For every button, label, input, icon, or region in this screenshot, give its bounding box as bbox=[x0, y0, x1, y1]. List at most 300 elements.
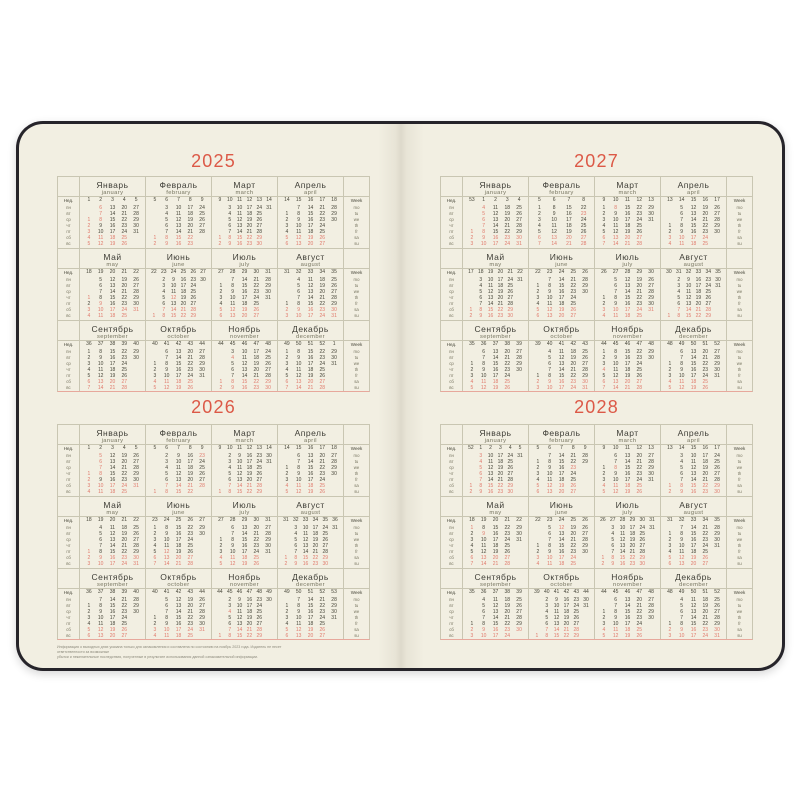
day-label-en: su bbox=[354, 560, 359, 566]
day-cell: 21 bbox=[187, 608, 194, 615]
day-cell: 24 bbox=[702, 372, 709, 379]
day-cell: 11 bbox=[487, 458, 494, 465]
day-cell: 8 bbox=[680, 482, 684, 489]
month-grid bbox=[146, 517, 211, 567]
day-cell: 10 bbox=[480, 632, 487, 639]
day-cell: 15 bbox=[175, 488, 182, 495]
day-cell: 10 bbox=[612, 476, 619, 483]
day-cell: 14 bbox=[624, 602, 631, 609]
day-cell: 27 bbox=[582, 530, 588, 537]
day-cell bbox=[130, 489, 142, 495]
month-grid bbox=[595, 517, 660, 567]
day-cell: 13 bbox=[690, 470, 697, 477]
day-cell: 3 bbox=[668, 234, 672, 241]
day-cell: 29 bbox=[507, 306, 513, 313]
weekday-labels-ru-column bbox=[58, 569, 79, 639]
day-cell: 27 bbox=[648, 452, 654, 459]
day-cell: 3 bbox=[87, 306, 91, 313]
day-cell bbox=[515, 489, 525, 495]
day-cell: 9 bbox=[680, 228, 684, 235]
day-cell: 5 bbox=[680, 464, 684, 471]
day-label-en: sa bbox=[354, 482, 359, 488]
day-cell: 21 bbox=[180, 306, 187, 313]
day-cell: 30 bbox=[507, 312, 513, 319]
day-cell: 18 bbox=[695, 288, 702, 295]
month-header bbox=[529, 177, 594, 197]
day-cell: 26 bbox=[705, 294, 711, 301]
day-cell: 15 bbox=[690, 530, 697, 537]
day-cell: 9 bbox=[99, 554, 103, 561]
month-grid bbox=[529, 445, 594, 495]
day-cell: 30 bbox=[714, 536, 720, 543]
day-cell: 30 bbox=[265, 288, 271, 295]
week-number: 4 bbox=[517, 197, 521, 203]
week-number: 39 bbox=[516, 341, 522, 347]
day-cell: 8 bbox=[611, 554, 615, 561]
week-number: 18 bbox=[331, 197, 337, 203]
month-header bbox=[529, 321, 594, 341]
day-cell: 10 bbox=[97, 306, 104, 313]
day-cell: 17 bbox=[307, 614, 314, 621]
day-cell: 21 bbox=[246, 228, 253, 235]
day-cell: 17 bbox=[690, 234, 697, 241]
week-number: 27 bbox=[609, 517, 616, 523]
month-grid bbox=[80, 341, 145, 391]
day-cell: 6 bbox=[680, 608, 684, 615]
week-number: 5 bbox=[537, 197, 541, 203]
day-cell: 3 bbox=[537, 216, 541, 223]
day-cell: 19 bbox=[702, 602, 709, 609]
day-cell: 28 bbox=[582, 452, 588, 459]
week-number: 30 bbox=[639, 517, 645, 523]
day-cell: 24 bbox=[121, 614, 128, 621]
day-cell: 24 bbox=[121, 228, 128, 235]
week-number: 7 bbox=[177, 197, 180, 203]
day-cell: 24 bbox=[714, 452, 720, 459]
week-number: 27 bbox=[218, 269, 224, 275]
day-cell: 7 bbox=[614, 458, 618, 465]
week-number: 14 bbox=[678, 445, 685, 451]
month-grid bbox=[146, 589, 211, 639]
day-cell: 1 bbox=[537, 204, 541, 211]
day-cell: 4 bbox=[677, 288, 681, 295]
day-cell: 1 bbox=[469, 306, 473, 313]
day-cell: 27 bbox=[702, 560, 709, 567]
month-grid bbox=[278, 341, 343, 391]
week-number: 49 bbox=[678, 589, 685, 595]
day-cell: 16 bbox=[690, 536, 697, 543]
day-cell: 29 bbox=[714, 222, 720, 229]
day-cell: 4 bbox=[228, 464, 232, 471]
day-cell: 10 bbox=[97, 360, 104, 367]
weekday-labels-en-column bbox=[343, 425, 369, 496]
month-block-february bbox=[145, 425, 211, 496]
day-cell: 26 bbox=[253, 306, 260, 313]
day-cell: 20 bbox=[570, 360, 577, 367]
day-cell: 26 bbox=[121, 626, 128, 633]
day-cell: 29 bbox=[133, 294, 139, 301]
day-cell: 19 bbox=[241, 560, 248, 567]
day-row bbox=[149, 489, 208, 495]
week-number: 11 bbox=[236, 197, 243, 203]
week-number: 14 bbox=[284, 445, 290, 451]
day-cell: 22 bbox=[319, 300, 326, 307]
day-cell: 22 bbox=[702, 530, 709, 537]
page-gutter bbox=[378, 124, 424, 668]
week-number: 39 bbox=[516, 589, 522, 595]
month-name-en: may bbox=[489, 509, 502, 516]
day-cell: 5 bbox=[231, 360, 235, 367]
day-cell: 14 bbox=[624, 458, 631, 465]
day-cell: 6 bbox=[162, 300, 166, 307]
month-name-ru: Июль bbox=[615, 499, 640, 510]
month-header bbox=[661, 321, 726, 341]
day-cell: 2 bbox=[470, 530, 474, 537]
month-grid bbox=[595, 197, 660, 247]
day-cell: 6 bbox=[482, 348, 486, 355]
day-cell: 16 bbox=[180, 276, 187, 283]
week-number: 37 bbox=[97, 341, 104, 347]
day-cell: 18 bbox=[570, 348, 577, 355]
month-name-ru: Ноябрь bbox=[228, 323, 261, 334]
day-cell: 5 bbox=[294, 536, 298, 543]
day-cell: 8 bbox=[165, 488, 169, 495]
day-cell: 9 bbox=[614, 354, 618, 361]
day-cell: 20 bbox=[629, 542, 636, 549]
labels-column-header-spacer bbox=[344, 321, 369, 341]
day-cell bbox=[196, 561, 208, 567]
day-cell: 20 bbox=[504, 348, 511, 355]
day-cell: 12 bbox=[109, 452, 116, 459]
day-cell: 20 bbox=[121, 204, 128, 211]
day-row bbox=[83, 385, 142, 391]
month-name-ru: Октябрь bbox=[543, 323, 580, 334]
day-cell: 14 bbox=[487, 300, 494, 307]
month-header bbox=[80, 569, 145, 589]
day-cell: 18 bbox=[319, 276, 326, 283]
labels-rows bbox=[441, 341, 462, 391]
day-cell bbox=[262, 313, 274, 319]
day-cell: 7 bbox=[297, 204, 301, 211]
day-cell: 25 bbox=[714, 596, 720, 603]
labels-rows bbox=[441, 589, 462, 639]
week-number: 10 bbox=[226, 445, 233, 451]
day-cell: 15 bbox=[241, 282, 248, 289]
day-cell: 4 bbox=[602, 482, 606, 489]
month-block-august bbox=[660, 497, 726, 568]
day-cell: 30 bbox=[639, 560, 645, 567]
day-label-en: we bbox=[736, 360, 743, 366]
day-cell bbox=[330, 561, 340, 567]
day-cell: 2 bbox=[470, 366, 474, 373]
day-cell: 2 bbox=[228, 596, 232, 603]
day-cell: 18 bbox=[702, 458, 709, 465]
day-cell: 23 bbox=[121, 608, 128, 615]
year-grid-right-top bbox=[440, 176, 753, 392]
day-cell: 2 bbox=[537, 210, 541, 217]
week-number: 2 bbox=[494, 197, 497, 203]
labels-column-header-spacer bbox=[344, 177, 369, 197]
day-label-ru: вс bbox=[449, 560, 454, 566]
day-cell: 11 bbox=[690, 596, 697, 603]
day-cell: 26 bbox=[199, 596, 205, 603]
day-cell: 2 bbox=[536, 464, 540, 471]
day-cell: 16 bbox=[307, 470, 314, 477]
day-cell: 9 bbox=[99, 222, 103, 229]
day-cell: 16 bbox=[307, 216, 314, 223]
week-number: 9 bbox=[200, 197, 204, 203]
week-numbers-row bbox=[598, 269, 657, 277]
week-number: 12 bbox=[636, 197, 643, 203]
day-cell: 9 bbox=[548, 288, 552, 295]
day-cell: 19 bbox=[246, 470, 253, 477]
weekday-labels-ru-column bbox=[441, 497, 462, 568]
day-cell: 24 bbox=[256, 458, 262, 465]
month-name-en: april bbox=[687, 189, 700, 196]
day-cell: 17 bbox=[566, 216, 572, 223]
month-header bbox=[146, 569, 211, 589]
month-grid bbox=[146, 445, 211, 495]
week-number: 39 bbox=[535, 341, 541, 347]
day-cell: 25 bbox=[190, 288, 196, 295]
day-cell: 11 bbox=[164, 378, 170, 385]
day-cell: 17 bbox=[624, 620, 631, 627]
day-row bbox=[664, 633, 723, 639]
day-cell: 5 bbox=[285, 488, 289, 495]
day-cell: 4 bbox=[602, 222, 606, 229]
day-cell: 25 bbox=[507, 458, 513, 465]
week-number: 21 bbox=[507, 269, 513, 275]
day-cell: 4 bbox=[153, 632, 157, 639]
day-label-en: sa bbox=[354, 234, 359, 240]
day-cell: 25 bbox=[714, 458, 720, 465]
day-cell: 8 bbox=[680, 620, 684, 627]
day-cell: 27 bbox=[121, 378, 128, 385]
day-cell: 12 bbox=[302, 536, 309, 543]
disclaimer-line-2: убытки и нежелательные последствия, полученные в результате использования данной ознакомительной информации. bbox=[57, 655, 259, 659]
month-name-en: july bbox=[239, 261, 250, 268]
month-grid bbox=[529, 341, 594, 391]
day-cell: 20 bbox=[312, 542, 319, 549]
day-cell bbox=[711, 385, 723, 391]
day-cell: 11 bbox=[487, 282, 494, 289]
day-cell: 30 bbox=[199, 366, 205, 373]
day-label-ru: сб bbox=[449, 306, 454, 312]
day-cell: 27 bbox=[570, 312, 577, 319]
day-cell: 24 bbox=[507, 276, 513, 283]
day-cell: 12 bbox=[175, 216, 182, 223]
week-number: 25 bbox=[570, 517, 577, 523]
week-number: 22 bbox=[133, 517, 139, 523]
week-number: 45 bbox=[226, 589, 233, 595]
day-cell: 22 bbox=[246, 488, 253, 495]
day-cell: 16 bbox=[492, 234, 499, 241]
day-cell: 17 bbox=[558, 554, 565, 561]
day-cell: 29 bbox=[582, 282, 588, 289]
day-cell: 3 bbox=[602, 476, 606, 483]
day-cell: 10 bbox=[295, 312, 302, 319]
week-number: 48 bbox=[265, 341, 271, 347]
day-cell: 4 bbox=[548, 348, 552, 355]
day-cell: 6 bbox=[536, 312, 540, 319]
day-cell: 14 bbox=[492, 222, 499, 229]
day-cell: 13 bbox=[553, 620, 560, 627]
day-cell: 12 bbox=[487, 288, 494, 295]
day-cell: 22 bbox=[504, 360, 511, 367]
day-cell: 6 bbox=[165, 602, 169, 609]
weekday-labels-ru-column bbox=[58, 321, 79, 391]
week-number: 31 bbox=[649, 517, 655, 523]
day-cell: 13 bbox=[492, 216, 499, 223]
day-cell: 7 bbox=[614, 602, 618, 609]
day-cell: 15 bbox=[307, 348, 314, 355]
day-label-ru: пт bbox=[449, 620, 454, 626]
day-cell: 28 bbox=[322, 548, 328, 555]
month-header bbox=[212, 249, 277, 269]
day-label-ru: вс bbox=[66, 560, 71, 566]
day-cell: 27 bbox=[705, 300, 711, 307]
day-cell: 6 bbox=[165, 222, 169, 229]
day-cell: 10 bbox=[685, 282, 692, 289]
day-cell: 4 bbox=[228, 210, 232, 217]
day-cell: 20 bbox=[702, 348, 709, 355]
day-label-en: we bbox=[736, 464, 743, 470]
day-cell: 3 bbox=[536, 294, 540, 301]
day-cell: 24 bbox=[319, 222, 326, 229]
day-label-ru: пт bbox=[449, 228, 454, 234]
day-cell: 11 bbox=[679, 378, 685, 385]
day-cell: 17 bbox=[109, 306, 116, 313]
day-cell: 7 bbox=[228, 626, 232, 633]
day-cell: 10 bbox=[241, 348, 248, 355]
day-cell: 1 bbox=[219, 282, 223, 289]
day-row bbox=[466, 633, 525, 639]
day-label-en: we bbox=[353, 608, 360, 614]
week-number-row-label: Нед. bbox=[63, 198, 74, 203]
day-cell: 23 bbox=[504, 530, 511, 537]
day-label-en: tu bbox=[354, 530, 359, 536]
day-cell: 7 bbox=[680, 524, 684, 531]
day-cell: 26 bbox=[570, 306, 577, 313]
month-block-february bbox=[528, 425, 594, 496]
day-cell: 24 bbox=[187, 626, 194, 633]
day-cell: 5 bbox=[537, 228, 541, 235]
labels-rows bbox=[344, 341, 369, 391]
day-cell: 6 bbox=[677, 300, 681, 307]
months-row bbox=[440, 496, 753, 568]
day-cell: 8 bbox=[548, 282, 552, 289]
day-cell: 9 bbox=[228, 240, 232, 247]
day-label-en: mo bbox=[736, 524, 743, 530]
day-cell: 3 bbox=[668, 542, 672, 549]
day-cell bbox=[711, 241, 723, 247]
day-cell: 25 bbox=[582, 348, 588, 355]
day-row bbox=[466, 241, 525, 247]
week-numbers-row bbox=[281, 517, 340, 525]
day-cell: 25 bbox=[504, 378, 511, 385]
labels-column-header-spacer bbox=[58, 249, 79, 269]
day-cell: 28 bbox=[199, 228, 205, 235]
day-cell: 18 bbox=[175, 378, 182, 385]
day-cell: 6 bbox=[614, 452, 618, 459]
day-cell: 26 bbox=[253, 560, 260, 567]
week-number: 20 bbox=[109, 269, 116, 275]
month-name-en: october bbox=[167, 581, 190, 588]
day-cell: 26 bbox=[580, 228, 587, 235]
day-cell: 21 bbox=[121, 464, 128, 471]
week-number: 29 bbox=[636, 269, 643, 275]
day-cell: 9 bbox=[297, 306, 301, 313]
week-number: 21 bbox=[504, 517, 511, 523]
day-cell: 24 bbox=[121, 360, 128, 367]
day-cell: 25 bbox=[507, 282, 513, 289]
day-cell: 15 bbox=[109, 548, 116, 555]
week-number: 33 bbox=[307, 269, 314, 275]
day-cell: 16 bbox=[109, 476, 116, 483]
day-cell: 14 bbox=[307, 204, 314, 211]
month-name-ru: Март bbox=[616, 179, 639, 190]
day-cell: 9 bbox=[99, 300, 103, 307]
labels-rows bbox=[58, 341, 79, 391]
day-label-ru: сб bbox=[66, 306, 71, 312]
day-cell: 12 bbox=[109, 530, 116, 537]
month-block-september bbox=[79, 321, 145, 391]
day-cell: 17 bbox=[492, 372, 499, 379]
day-cell: 18 bbox=[307, 366, 314, 373]
week-number: 45 bbox=[229, 341, 236, 347]
day-cell: 12 bbox=[624, 276, 631, 283]
day-label-en: we bbox=[353, 360, 360, 366]
day-cell: 2 bbox=[165, 452, 169, 459]
day-cell: 18 bbox=[241, 300, 248, 307]
day-row bbox=[149, 313, 208, 319]
day-cell: 8 bbox=[99, 548, 103, 555]
day-cell: 3 bbox=[479, 452, 483, 459]
week-number: 47 bbox=[636, 341, 643, 347]
day-label-en: mo bbox=[736, 596, 743, 602]
day-cell: 23 bbox=[187, 240, 194, 247]
day-cell: 8 bbox=[99, 470, 103, 477]
day-cell: 6 bbox=[545, 620, 549, 627]
day-cell: 4 bbox=[482, 596, 486, 603]
day-label-en: we bbox=[353, 464, 360, 470]
day-label-ru: чт bbox=[66, 542, 71, 548]
month-name-en: july bbox=[622, 261, 633, 268]
day-cell: 20 bbox=[246, 222, 253, 229]
day-cell: 18 bbox=[109, 366, 116, 373]
day-label-ru: вт bbox=[66, 354, 71, 360]
day-cell: 16 bbox=[307, 354, 314, 361]
day-cell: 19 bbox=[307, 626, 314, 633]
day-cell: 9 bbox=[165, 366, 169, 373]
day-row bbox=[215, 241, 274, 247]
day-cell: 4 bbox=[219, 554, 223, 561]
day-cell: 18 bbox=[307, 482, 314, 489]
day-cell: 13 bbox=[175, 348, 182, 355]
labels-rows bbox=[58, 445, 79, 495]
day-cell: 17 bbox=[624, 216, 631, 223]
day-cell: 1 bbox=[219, 536, 223, 543]
day-cell: 18 bbox=[175, 632, 182, 639]
day-cell: 24 bbox=[253, 548, 260, 555]
day-cell: 16 bbox=[175, 366, 182, 373]
week-number: 37 bbox=[492, 341, 499, 347]
month-block-may bbox=[462, 249, 528, 320]
day-cell: 21 bbox=[702, 614, 709, 621]
month-block-december bbox=[660, 569, 726, 639]
day-cell: 20 bbox=[702, 470, 709, 477]
day-cell: 14 bbox=[307, 596, 314, 603]
